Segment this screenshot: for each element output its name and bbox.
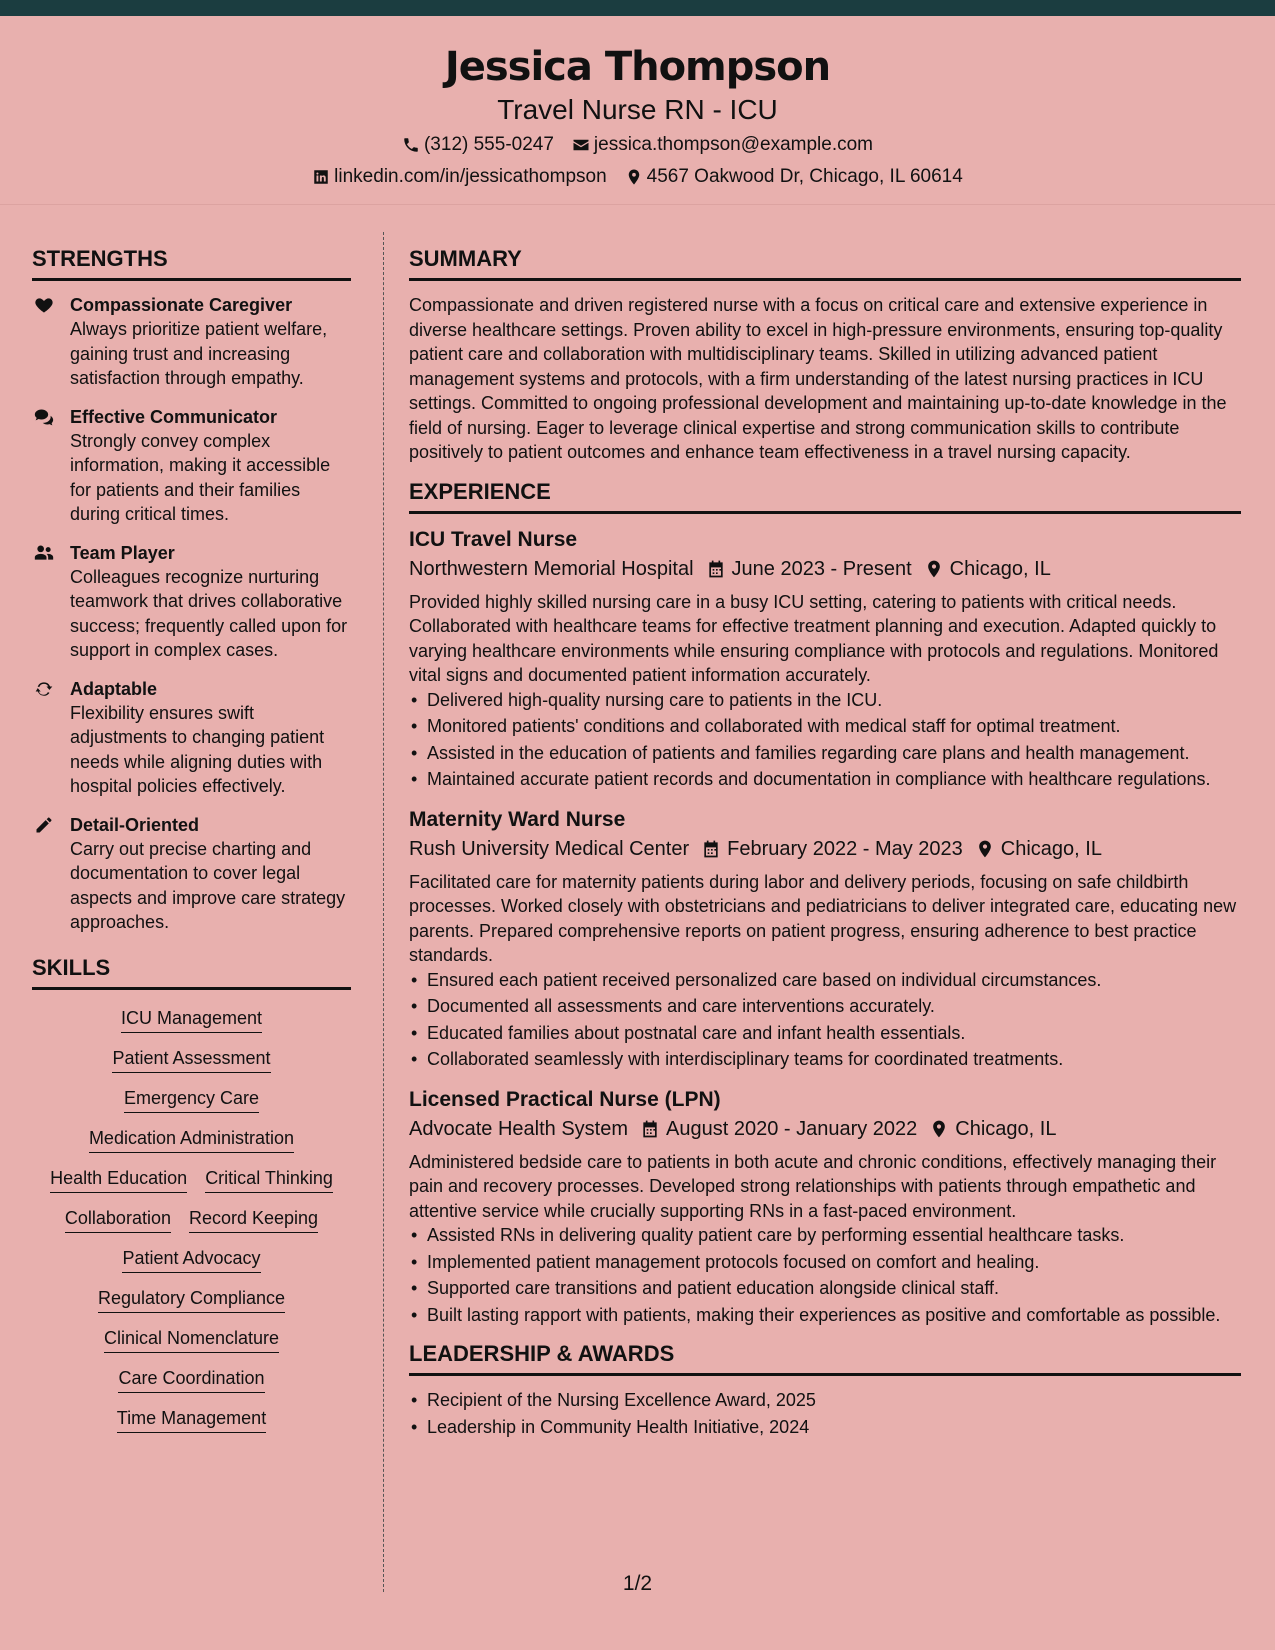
skill-tag: Record Keeping [189,1206,318,1233]
list-item: • Educated families about postnatal care and infant health essentials. [409,1021,1241,1046]
job-bullets [409,688,1241,792]
awards-list [409,1388,1241,1439]
email-contact[interactable] [572,134,873,156]
strength-title: Effective Communicator [70,406,278,427]
map-marker-icon [625,168,643,186]
users-icon [34,543,54,563]
job-bullets [409,968,1241,1072]
skill-tag: Patient Advocacy [122,1246,260,1273]
strength-desc: Carry out precise charting and documentation to cover legal aspects and improve care strategy approaches. [70,838,346,932]
skills-row [32,1286,351,1313]
skills-row [32,1126,351,1153]
phone-contact[interactable] [402,134,554,156]
list-item: • Delivered high-quality nursing care to patients in the ICU. [409,688,1241,713]
strength-title: Adaptable [70,678,158,699]
page-number: 1/2 [622,1572,653,1595]
linkedin-text: linkedin.com/in/jessicathompson [334,166,607,187]
list-item: • Maintained accurate patient records and documentation in compliance with healthcare regulations. [409,767,1241,792]
job-meta [409,1114,1241,1144]
strength-title: Team Player [70,542,175,563]
contact-row-2 [0,166,1275,188]
skills-row [32,1206,351,1233]
skill-tag: Patient Assessment [112,1046,270,1073]
awards-heading: LEADERSHIP & AWARDS [409,1341,1241,1376]
job-entry [409,1086,1241,1328]
skills-row [32,1086,351,1113]
summary-text: Compassionate and driven registered nurse with a focus on critical care and extensive experience in diverse healthcare settings. Proven ability to excel in high-pressure environments, ensuring top-quality patient care and collaboration with multidisciplinary teams. Skilled in utilizing advanced patient management systems and protocols, with a firm understanding of the latest nursing practices in ICU settings. Committed to ongoing professional development and maintaining up-to-date knowledge in the field of nursing. Eager to leverage clinical expertise and strong communication skills to contribute positively to patient outcomes and enhance team effectiveness in a travel nursing capacity. [409,295,1227,462]
column-divider [383,232,384,1592]
list-item: • Monitored patients' conditions and collaborated with medical staff for optimal treatment. [409,714,1241,739]
phone-text: (312) 555-0247 [423,134,554,155]
list-item: • Built lasting rapport with patients, making their experiences as positive and comfortable as possible. [409,1303,1241,1328]
linkedin-icon [312,168,330,186]
job-description: Administered bedside care to patients in both acute and chronic conditions, effectively managing their pain and recovery processes. Developed strong relationships with patients through empathetic and attentive service while crucially supporting RNs in a fast-paced environment. [409,1151,1217,1221]
job-employer: Rush University Medical Center [409,837,690,860]
job-location: Chicago, IL [1000,837,1102,860]
calendar-icon [640,1119,660,1139]
pencil-icon [34,815,54,835]
skill-tag: Care Coordination [118,1366,264,1393]
strength-title: Compassionate Caregiver [70,295,293,315]
skill-tag: Health Education [50,1166,187,1193]
list-item: • Leadership in Community Health Initiative, 2024 [409,1415,1241,1440]
address-text: 4567 Oakwood Dr, Chicago, IL 60614 [646,166,963,187]
calendar-icon [701,839,721,859]
list-item: • Assisted RNs in delivering quality patient care by performing essential healthcare tasks. [409,1223,1241,1248]
skill-tag: Emergency Care [124,1086,259,1113]
job-employer: Northwestern Memorial Hospital [409,557,694,580]
job-dates: August 2020 - January 2022 [666,1117,918,1140]
strength-desc: Strongly convey complex information, making it accessible for patients and their families during critical times. [70,430,331,524]
skill-tag: Collaboration [65,1206,171,1233]
job-entry [409,526,1241,792]
comments-icon [34,407,54,427]
skill-tag: Clinical Nomenclature [104,1326,279,1353]
skills-row [32,1006,351,1033]
list-item: • Collaborated seamlessly with interdisciplinary teams for coordinated treatments. [409,1047,1241,1072]
calendar-icon [706,559,726,579]
phone-icon [402,136,420,154]
skill-tag: Medication Administration [89,1126,294,1153]
envelope-icon [572,136,590,154]
address-contact [625,166,963,188]
skill-tag: Time Management [117,1406,266,1433]
linkedin-contact[interactable] [312,166,606,188]
strength-desc: Colleagues recognize nurturing teamwork that drives collaborative success; frequently called upon for support in complex cases. [70,566,348,660]
job-dates: February 2022 - May 2023 [727,837,963,860]
job-meta [409,554,1241,584]
job-entry [409,806,1241,1072]
strength-item [32,541,351,663]
header-divider [0,204,1275,205]
strength-item [32,293,351,391]
skills-list [32,1002,351,1433]
left-column [32,246,351,1433]
sync-icon [34,679,54,699]
list-item: • Assisted in the education of patients and families regarding care plans and health management. [409,741,1241,766]
job-meta [409,834,1241,864]
strength-item [32,813,351,935]
skills-row [32,1326,351,1353]
job-description: Facilitated care for maternity patients during labor and delivery periods, focusing on safe childbirth processes. Worked closely with obstetricians and pediatricians to deliver integrated care, educating new parents. Prepared comprehensive reports on patient progress, ensuring adherence to best practice standards. [409,871,1237,965]
skill-tag: Regulatory Compliance [98,1286,285,1313]
summary-heading: SUMMARY [409,246,1241,281]
top-accent-bar [0,0,1275,16]
list-item: • Documented all assessments and care interventions accurately. [409,994,1241,1019]
skills-row [32,1406,351,1433]
job-role: ICU Travel Nurse [409,527,578,551]
job-location: Chicago, IL [955,1117,1057,1140]
strength-desc: Flexibility ensures swift adjustments to changing patient needs while aligning duties with hospital policies effectively. [70,702,325,796]
map-marker-icon [924,559,944,579]
skill-tag: Critical Thinking [205,1166,333,1193]
experience-heading: EXPERIENCE [409,479,1241,514]
contact-row-1 [0,134,1275,156]
resume-header [0,16,1275,204]
skills-row [32,1366,351,1393]
email-text: jessica.thompson@example.com [593,134,873,155]
map-marker-icon [975,839,995,859]
heart-icon [34,295,54,315]
skill-tag: ICU Management [121,1006,262,1033]
map-marker-icon [929,1119,949,1139]
job-location: Chicago, IL [949,557,1051,580]
list-item: • Implemented patient management protocols focused on comfort and healing. [409,1250,1241,1275]
skills-row [32,1246,351,1273]
job-dates: June 2023 - Present [731,557,912,580]
candidate-title: Travel Nurse RN - ICU [497,94,778,125]
job-employer: Advocate Health System [409,1117,628,1140]
list-item: • Supported care transitions and patient education alongside clinical staff. [409,1276,1241,1301]
right-column [409,246,1241,1441]
job-bullets [409,1223,1241,1327]
job-role: Licensed Practical Nurse (LPN) [409,1087,721,1111]
candidate-name: Jessica Thompson [444,44,831,90]
strength-title: Detail-Oriented [70,814,200,835]
strength-item [32,405,351,527]
job-description: Provided highly skilled nursing care in a busy ICU setting, catering to patients with critical needs. Collaborated with healthcare teams for effective treatment planning and execution. Adapted quickly to varying healthcare environments while ensuring compliance with protocols and regulations. Monitored vital signs and documented patient information accurately. [409,591,1219,685]
job-role: Maternity Ward Nurse [409,807,626,831]
skills-row [32,1166,351,1193]
strengths-heading: STRENGTHS [32,246,351,281]
skills-heading: SKILLS [32,955,351,990]
list-item: • Recipient of the Nursing Excellence Award, 2025 [409,1388,1241,1413]
skills-row [32,1046,351,1073]
strength-item [32,677,351,799]
strength-desc: Always prioritize patient welfare, gaining trust and increasing satisfaction through empathy. [70,319,328,388]
list-item: • Ensured each patient received personalized care based on individual circumstances. [409,968,1241,993]
